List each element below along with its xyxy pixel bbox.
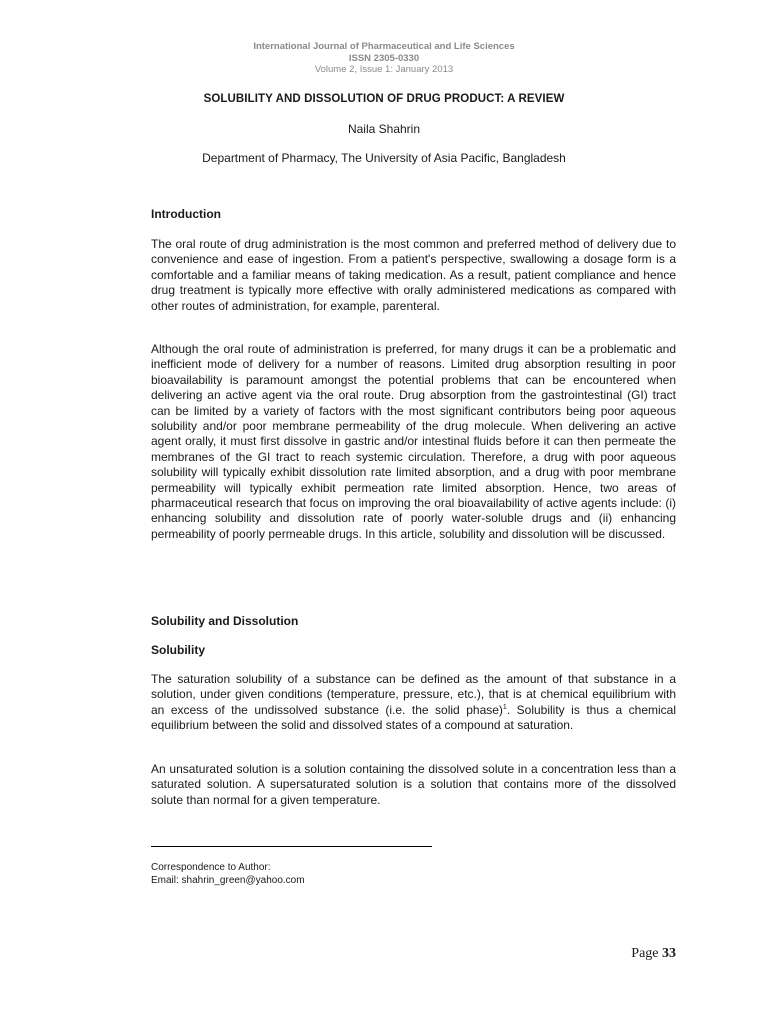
paragraph-text-part: . Solubility is thus a chemical equilibrium between the solid and dissolved states of a compound at saturation. <box>151 702 676 733</box>
reference-superscript: 1 <box>502 703 507 711</box>
page-number <box>631 946 676 962</box>
intro-paragraph-1 <box>151 237 676 314</box>
journal-header <box>0 41 768 76</box>
solubility-paragraph-2 <box>151 762 676 808</box>
footnote <box>151 861 305 887</box>
page-label: Page <box>631 946 659 961</box>
article-author: Naila Shahrin <box>347 122 421 136</box>
article-title: SOLUBILITY AND DISSOLUTION OF DRUG PRODUCT: A REVIEW <box>203 93 565 105</box>
paragraph-text: An unsaturated solution is a solution containing the dissolved solute in a concentration less than a saturated solution. A supersaturated solution is a solution that contains more of the dissolved solute than normal for a given temperature. <box>151 762 676 807</box>
paragraph-text: Although the oral route of administration is preferred, for many drugs it can be a problematic and inefficient mode of delivery for a number of reasons. Limited drug absorption resulting in poor bioavailability is paramount amongst the potential problems that can be encountered when delivering an active agent via the oral route. Drug absorption from the gastrointestinal (GI) tract can be limited by a variety of factors with the most significant contributors being poor aqueous solubility and/or poor membrane permeability of the drug molecule. When delivering an active agent orally, it must first dissolve in gastric and/or intestinal fluids before it can then permeate the membranes of the GI tract to reach systemic circulation. Therefore, a drug with poor aqueous solubility will typically exhibit dissolution rate limited absorption, and a drug with poor membrane permeability will typically exhibit permeation rate limited absorption. Hence, two areas of pharmaceutical research that focus on improving the oral bioavailability of active agents include: (i) enhancing solubility and dissolution rate of poorly water-soluble drugs and (ii) enhancing permeability of poorly permeable drugs. In this article, solubility and dissolution will be discussed. <box>151 342 676 541</box>
paragraph-text <box>151 672 676 734</box>
footnote-email: Email: shahrin_green@yahoo.com <box>151 875 305 886</box>
solubility-paragraph-1 <box>151 672 676 734</box>
introduction-heading: Introduction <box>151 207 221 221</box>
page-number-value: 33 <box>662 946 676 961</box>
article-affiliation: Department of Pharmacy, The University of Asia Pacific, Bangladesh <box>202 151 566 165</box>
intro-paragraph-2 <box>151 342 676 542</box>
journal-issn: ISSN 2305-0330 <box>348 52 420 64</box>
solubility-heading: Solubility <box>151 643 205 657</box>
footnote-correspondence: Correspondence to Author: <box>151 862 271 873</box>
solubility-dissolution-heading: Solubility and Dissolution <box>151 614 299 628</box>
footnote-divider <box>151 846 432 847</box>
paragraph-text: The oral route of drug administration is the most common and preferred method of delivery due to convenience and ease of ingestion. From a patient's perspective, swallowing a dosage form is a comfortable and a familiar means of taking medication. As a result, patient compliance and hence drug treatment is typically more effective with orally administered medications as compared with other routes of administration, for example, parenteral. <box>151 237 676 313</box>
paragraph-text-part: The saturation solubility of a substance can be defined as the amount of that substance in a solution, under given conditions (temperature, pressure, etc.), that is at chemical equilibrium with an excess of the undissolved substance (i.e. the solid phase) <box>151 672 676 717</box>
journal-name: International Journal of Pharmaceutical and Life Sciences <box>253 41 515 52</box>
journal-issue: Volume 2, Issue 1: January 2013 <box>314 64 454 75</box>
